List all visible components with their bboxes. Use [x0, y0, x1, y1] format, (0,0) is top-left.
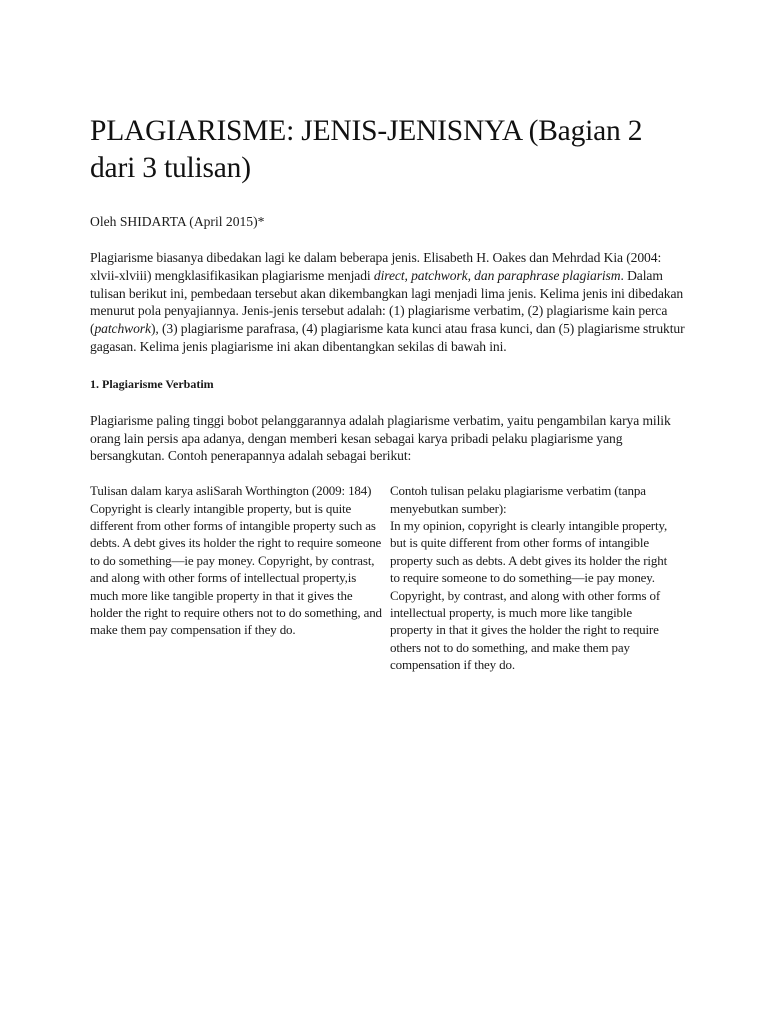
- intro-italic-2: patchwork: [94, 321, 151, 337]
- intro-italic-1: direct, patchwork, dan paraphrase plagiarism: [373, 267, 621, 283]
- intro-paragraph: [90, 249, 690, 356]
- intro-text-1: Plagiarisme biasanya dibedakan lagi ke dalam beberapa jenis. Elisabeth H. Oakes dan Mehrdad Kia (2004: xlvii-xlviii) mengklasifikasikan plagiarisme menjadi: [90, 250, 662, 283]
- document-title: PLAGIARISME: JENIS-JENISNYA (Bagian 2 dari 3 tulisan): [90, 115, 643, 184]
- original-text-heading: Tulisan dalam karya asliSarah Worthington (2009: 184): [90, 483, 372, 499]
- intro-text-2: . Dalam tulisan berikut ini, pembedaan tersebut akan dikembangkan lagi menjadi lima jenis. Kelima jenis ini dibedakan menurut pola penyajiannya. Jenis-jenis tersebut adalah: (1) plagiarisme verbatim, (2) plagiarisme kain perca (: [90, 267, 684, 337]
- section-heading-verbatim: 1. Plagiarisme Verbatim: [90, 376, 214, 391]
- original-text-body: Copyright is clearly intangible property, but is quite different from other forms of intangible property such as debts. A debt gives its holder the right to require someone to do something—ie pay money. Copyright, by contrast, and along with other forms of intellectual property,is much more like tangible property in that it gives the holder the right to require others not to do something, and make them pay compensation if they do.: [90, 500, 382, 638]
- intro-text-3: ), (3) plagiarisme parafrasa, (4) plagiarisme kata kunci atau frasa kunci, dan (5) plagiarisme struktur gagasan. Kelima jenis plagiarisme ini akan dibentangkan sekilas di bawah ini.: [90, 321, 685, 354]
- verbatim-paragraph: Plagiarisme paling tinggi bobot pelanggarannya adalah plagiarisme verbatim, yaitu pengambilan karya milik orang lain persis apa adanya, dengan memberi kesan sebagai karya pribadi pelaku plagiarisme yang bersangkutan. Contoh penerapannya adalah sebagai berikut:: [90, 412, 671, 464]
- comparison-table: [90, 482, 670, 673]
- author-byline: Oleh SHIDARTA (April 2015)*: [90, 214, 265, 229]
- original-text-column: [90, 482, 390, 673]
- plagiarized-text-body: In my opinion, copyright is clearly intangible property, but is quite different from other forms of intangible property such as debts. A debt gives its holder the right to require someone to do something—ie pay money. Copyright, by contrast, and along with other forms of intellectual property, is much more like tangible property in that it gives the holder the right to require others not to do something, and make them pay compensation if they do.: [390, 517, 668, 673]
- plagiarized-text-heading: Contoh tulisan pelaku plagiarisme verbatim (tanpa menyebutkan sumber):: [390, 483, 646, 516]
- plagiarized-text-column: [390, 482, 670, 673]
- document-page: [90, 113, 690, 674]
